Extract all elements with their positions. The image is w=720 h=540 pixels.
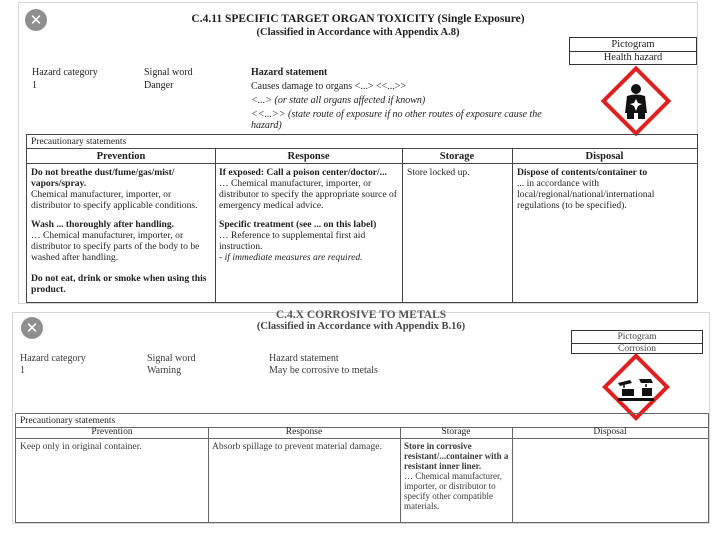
- hazard-statement-line-1: Causes damage to organs <...> <<...>>: [251, 81, 407, 92]
- pictogram-label: Pictogram: [570, 38, 696, 52]
- precautionary-statements-label: Precautionary statements: [31, 137, 127, 147]
- hazard-statement-line-4: hazard): [251, 120, 282, 131]
- response-note-2: … Reference to supplemental first aid instruction.: [219, 230, 366, 252]
- response-note-3: - if immediate measures are required.: [219, 252, 363, 263]
- document-page-2: [12, 309, 710, 524]
- hazard-statement-label: Hazard statement: [251, 67, 328, 78]
- column-storage: Storage: [441, 427, 471, 437]
- response-cell: [219, 167, 397, 263]
- prevention-note-2: … Chemical manufacturer, importer, or distributor to specify parts of the body to be washed after handling.: [31, 230, 200, 263]
- storage-note: … Chemical manufacturer, importer, or distributor to specify other compatible materials.: [404, 471, 502, 511]
- hazard-statement-line-2: <...> (or state all organs affected if known): [251, 95, 426, 106]
- pictogram-label: Pictogram: [572, 331, 702, 344]
- health-hazard-pictogram: [600, 65, 672, 137]
- prevention-statement-3: Do not eat, drink or smoke when using this product.: [31, 273, 207, 295]
- hazard-statement-value: May be corrosive to metals: [269, 365, 378, 376]
- page-title: C.4.11 SPECIFIC TARGET ORGAN TOXICITY (Single Exposure): [191, 13, 525, 25]
- column-response: Response: [285, 427, 323, 437]
- signal-word-label: Signal word: [147, 353, 196, 364]
- hazard-category-value: 1: [32, 80, 37, 91]
- precautionary-table: [26, 134, 698, 303]
- disposal-note: ... in accordance with local/regional/national/international regulations (to be specified).: [517, 178, 655, 211]
- corrosion-pictogram: [602, 353, 670, 421]
- page-title: C.4.X CORROSIVE TO METALS: [275, 309, 447, 321]
- column-prevention: Prevention: [91, 427, 133, 437]
- pictogram-header-box: [571, 330, 703, 354]
- hazard-statement-label: Hazard statement: [269, 353, 339, 364]
- hazard-category-label: Hazard category: [32, 67, 98, 78]
- response-statement-1: If exposed: Call a poison center/doctor/...: [219, 167, 387, 178]
- signal-word-value: Danger: [144, 80, 174, 91]
- column-disposal: Disposal: [593, 427, 627, 437]
- storage-cell: [404, 441, 510, 511]
- hazard-statement-line-3: <<...>> (state route of exposure if no other routes of exposure cause the: [251, 109, 542, 120]
- prevention-cell: Keep only in original container.: [20, 441, 142, 452]
- disposal-cell: [517, 167, 693, 211]
- precautionary-statements-label: Precautionary statements: [20, 416, 116, 426]
- document-page-1: [18, 2, 698, 304]
- prevention-statement-2: Wash ... thoroughly after handling.: [31, 219, 175, 230]
- response-statement-2: Specific treatment (see ... on this label): [219, 219, 377, 230]
- column-storage: Storage: [439, 151, 475, 162]
- pictogram-name: Corrosion: [618, 344, 656, 354]
- page-subtitle: (Classified in Accordance with Appendix A.8): [256, 27, 460, 38]
- pictogram-header-box: [569, 37, 697, 65]
- prevention-note-1: Chemical manufacturer, importer, or distributor to specify applicable conditions.: [31, 189, 198, 211]
- response-cell: Absorb spillage to prevent material damage.: [212, 441, 382, 452]
- prevention-cell: [31, 167, 211, 295]
- disposal-statement: Dispose of contents/container to: [517, 167, 648, 178]
- close-icon[interactable]: ✕: [25, 9, 47, 31]
- precautionary-table: [15, 413, 709, 523]
- signal-word-label: Signal word: [144, 67, 193, 78]
- storage-statement: Store in corrosive resistant/...container with a resistant inner liner.: [404, 441, 509, 471]
- response-note-1: … Chemical manufacturer, importer, or distributor to specify the appropriate source of emergency medical advice.: [219, 178, 397, 211]
- storage-cell: Store locked up.: [407, 167, 470, 178]
- prevention-statement-1: Do not breathe dust/fume/gas/mist/ vapors/spray.: [31, 167, 175, 189]
- hazard-category-label: Hazard category: [20, 353, 86, 364]
- column-disposal: Disposal: [585, 151, 624, 162]
- column-response: Response: [287, 151, 330, 162]
- column-prevention: Prevention: [96, 151, 146, 162]
- signal-word-value: Warning: [147, 365, 182, 376]
- page-subtitle: (Classified in Accordance with Appendix B.16): [256, 321, 466, 332]
- pictogram-name: Health hazard: [603, 52, 663, 63]
- close-icon[interactable]: ✕: [21, 317, 43, 339]
- hazard-category-value: 1: [20, 365, 25, 376]
